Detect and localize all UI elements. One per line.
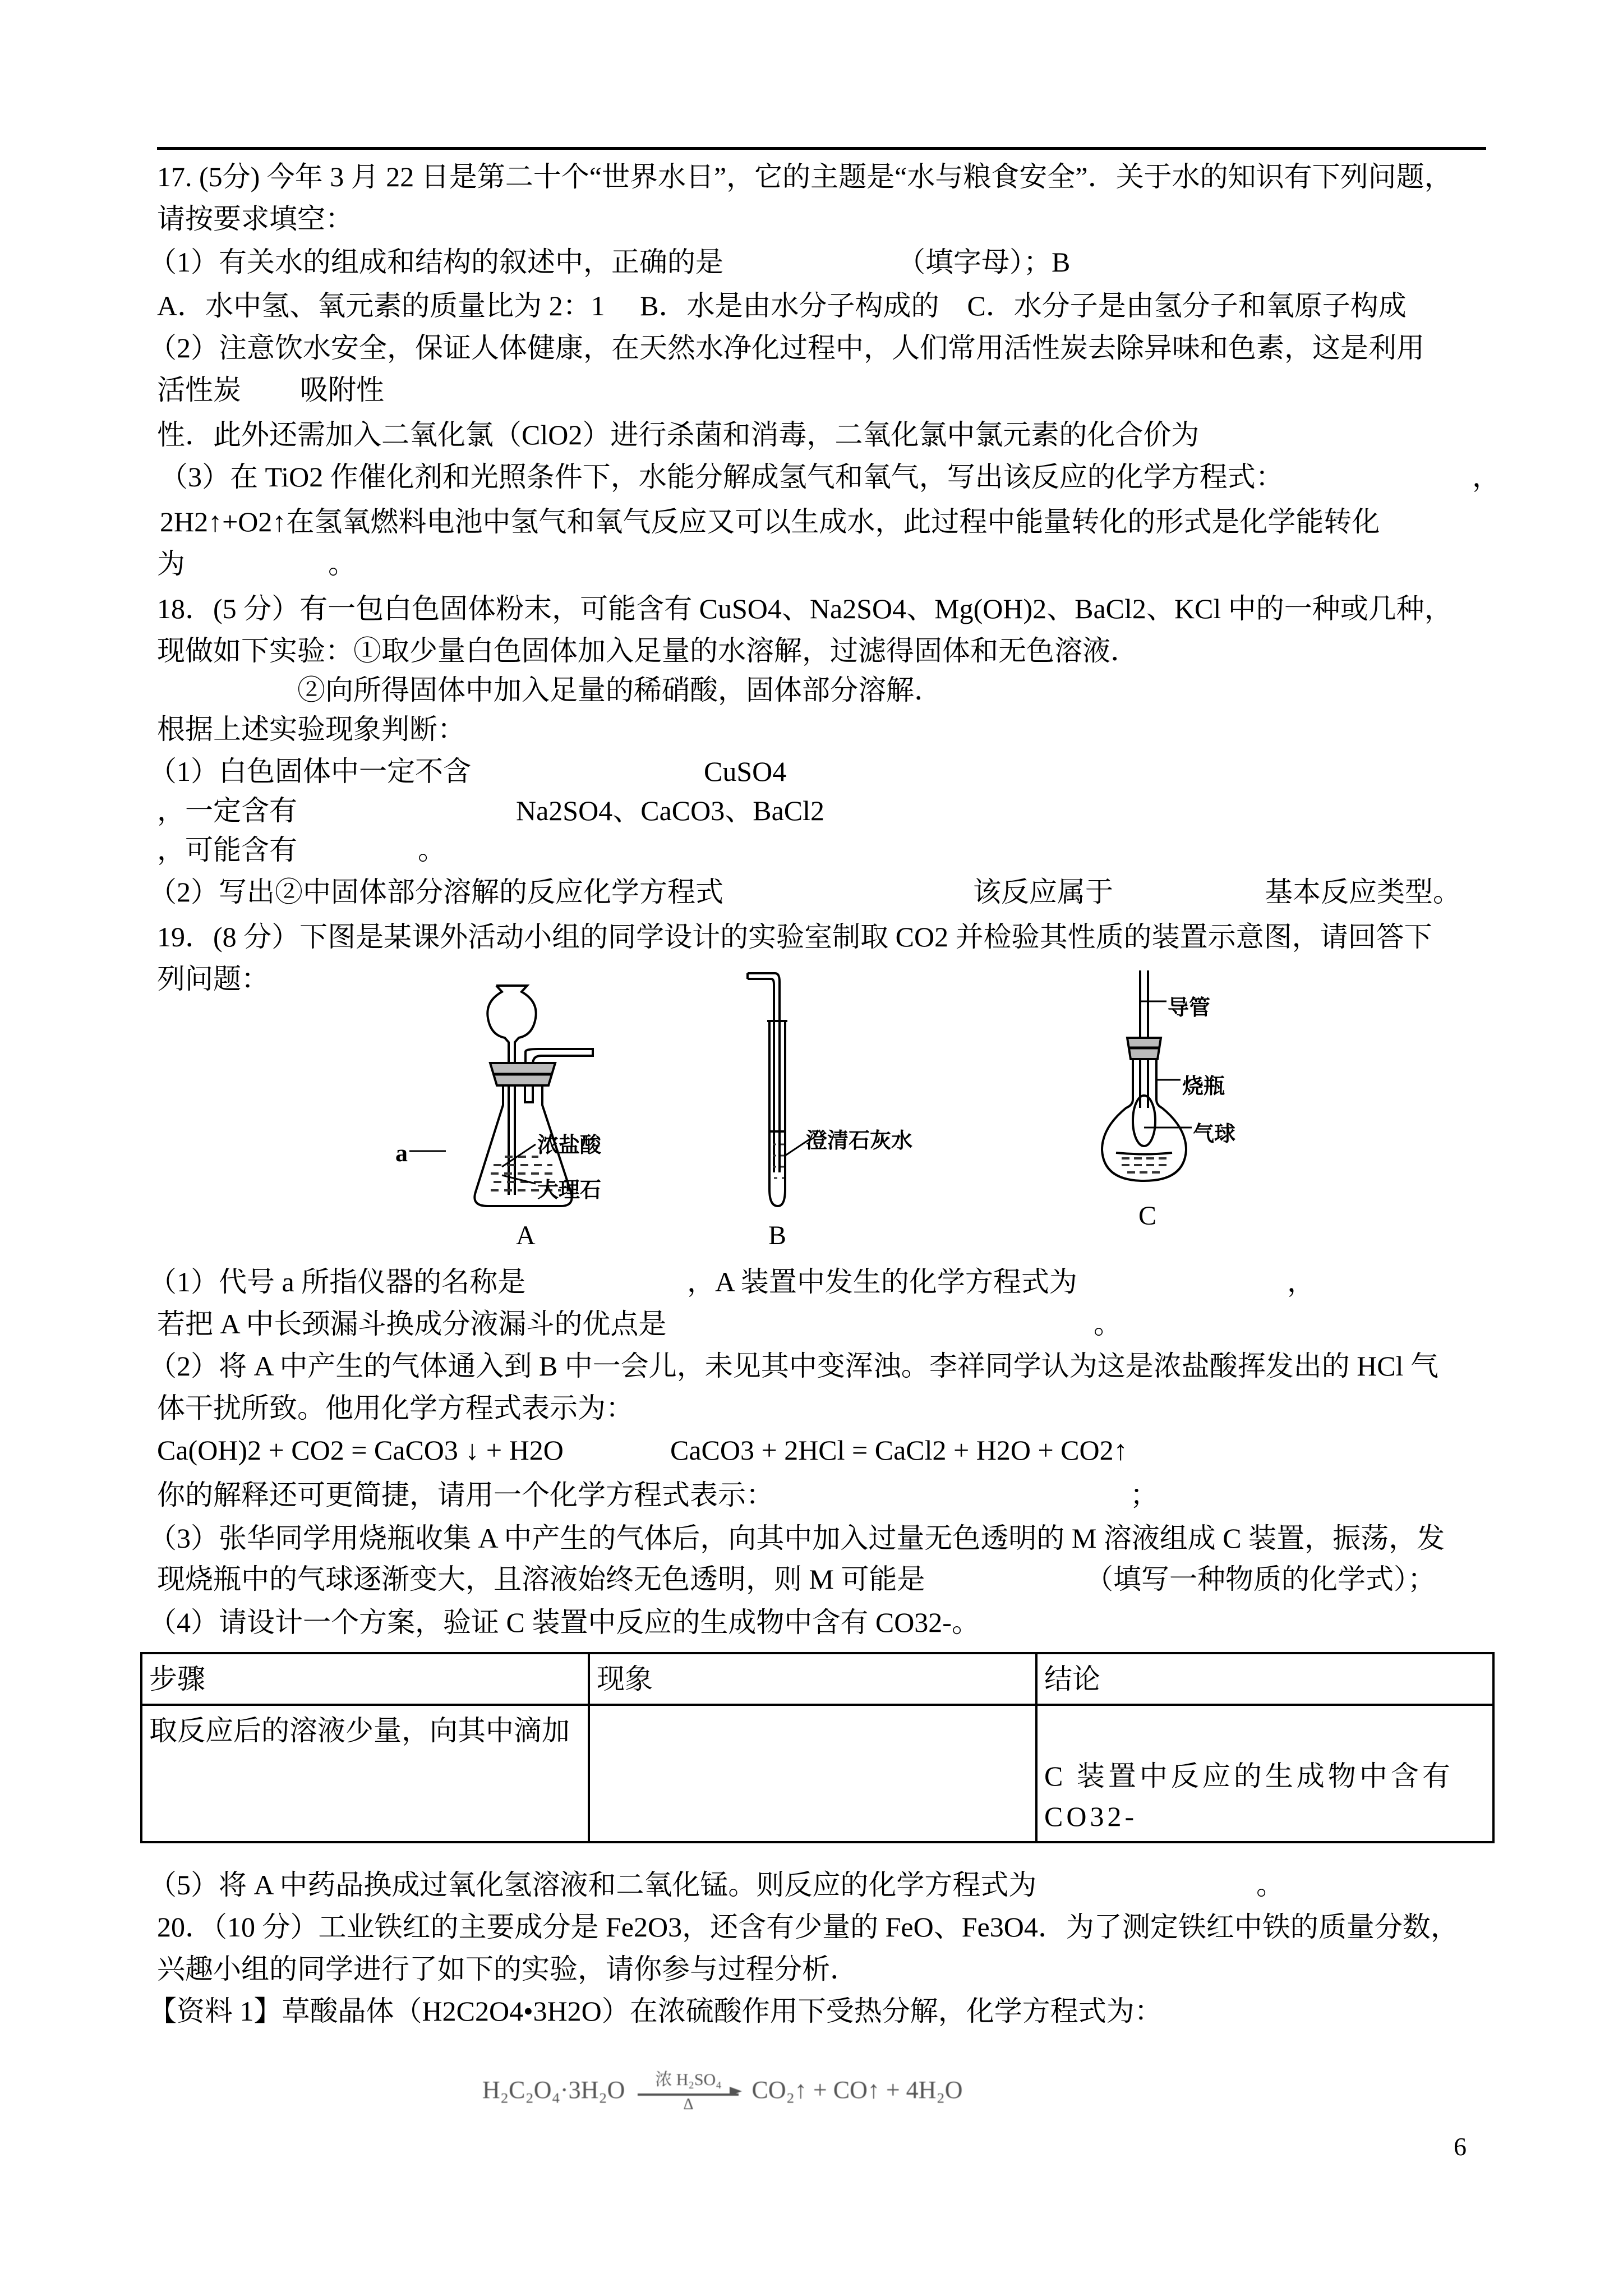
q20-line1: 20．（10 分）工业铁红的主要成分是 Fe2O3，还含有少量的 FeO、Fe3O4．为了测定铁红中铁的质量分数， xyxy=(157,1911,1459,1943)
q19-p3-line2a: 现烧瓶中的气球逐渐变大，且溶液始终无色透明，则 M 可能是 xyxy=(157,1563,925,1595)
q17-p3-line3a: 为 xyxy=(157,548,185,579)
caption-a: A xyxy=(516,1221,536,1250)
q19-p5-a: （5）将 A 中药品换成过氧化氢溶液和二氧化锰。则反应的化学方程式为 xyxy=(149,1869,1037,1901)
cell-steps: 取反应后的溶液少量，向其中滴加 xyxy=(141,1705,589,1842)
eq-condition-top: 浓 H₂SO₄ xyxy=(655,2070,722,2089)
q17-p3-line3b: 。 xyxy=(328,548,356,579)
label-marble: 大理石 xyxy=(537,1177,602,1202)
q17-line2: 请按要求填空： xyxy=(157,203,353,234)
q18-p1-c: ，可能含有 xyxy=(157,834,297,866)
q19-eq1: Ca(OH)2 + CO2 = CaCO3 ↓ + H2O xyxy=(157,1434,564,1466)
label-balloon: 气球 xyxy=(1193,1121,1236,1146)
header-conclusion: 结论 xyxy=(1036,1653,1493,1705)
caption-b: B xyxy=(768,1221,787,1250)
header-steps: 步骤 xyxy=(141,1653,589,1705)
q19-line2: 列问题： xyxy=(157,963,269,995)
label-limewater: 澄清石灰水 xyxy=(806,1128,913,1153)
q17-p2-answer-b: 吸附性 xyxy=(300,374,384,406)
q19-p5-end: 。 xyxy=(1256,1869,1284,1901)
eq-reactant: H₂C₂O₄·3H₂O xyxy=(482,2076,625,2104)
q19-p1-c: 若把 A 中长颈漏斗换成分液漏斗的优点是 xyxy=(157,1308,667,1340)
label-acid: 浓盐酸 xyxy=(537,1133,602,1157)
q19-p1-end: 。 xyxy=(1094,1308,1122,1340)
q17-p3-comma: ， xyxy=(1472,461,1500,493)
q19-p2-line1: （2）将 A 中产生的气体通入到 B 中一会儿，未见其中变浑浊。李祥同学认为这是浓盐酸挥发出的 HCl 气 xyxy=(149,1350,1439,1382)
q18-line2: 现做如下实验：①取少量白色固体加入足量的水溶解，过滤得固体和无色溶液． xyxy=(157,635,1138,666)
eq-products: CO₂↑ + CO↑ + 4H₂O xyxy=(751,2076,963,2104)
q20-line2: 兴趣小组的同学进行了如下的实验，请你参与过程分析． xyxy=(157,1953,858,1985)
eq-condition-bottom: Δ xyxy=(683,2095,694,2113)
q17-p3-line2: 2H2↑+O2↑在氢氧燃料电池中氢气和氧气反应又可以生成水，此过程中能量转化的形式是化学能转化 xyxy=(160,506,1380,537)
q19-line1: 19．(8 分）下图是某课外活动小组的同学设计的实验室制取 CO2 并检验其性质的装置示意图，请回答下 xyxy=(157,921,1432,953)
header-phenomenon: 现象 xyxy=(589,1653,1036,1705)
q18-p1-a: （1）白色固体中一定不含 xyxy=(149,756,471,787)
table-row xyxy=(141,1705,1493,1842)
q18-p1-c-end: 。 xyxy=(418,834,446,866)
cell-phenomenon[interactable] xyxy=(589,1705,1036,1842)
q17-p2-line3: 性．此外还需加入二氧化氯（ClO2）进行杀菌和消毒，二氧化氯中氯元素的化合价为 xyxy=(157,419,1200,450)
q17-line1: 17. (5分) 今年 3 月 22 日是第二十个“世界水日”，它的主题是“水与粮食安全”．关于水的知识有下列问题， xyxy=(157,161,1453,192)
label-tube: 导管 xyxy=(1168,995,1211,1020)
q18-p1-a-answer: CuSO4 xyxy=(704,756,787,787)
q19-p1-comma: ， xyxy=(1287,1266,1315,1297)
delivery-tube xyxy=(525,1049,593,1064)
q20-line3: 【资料 1】草酸晶体（H2C2O4•3H2O）在浓硫酸作用下受热分解，化学方程式为： xyxy=(149,1995,1163,2027)
q19-p2-line2: 体干扰所致。他用化学方程式表示为： xyxy=(157,1392,634,1424)
q18-line3: ②向所得固体中加入足量的稀硝酸，固体部分溶解． xyxy=(297,674,942,706)
q17-p2-line1: （2）注意饮水安全，保证人体健康，在天然水净化过程中，人们常用活性炭去除异味和色素，这是利用 xyxy=(149,332,1424,364)
q19-p2-semicolon: ； xyxy=(1130,1479,1158,1511)
caption-c: C xyxy=(1138,1201,1157,1231)
apparatus-b-diagram xyxy=(748,973,787,1206)
arrowhead-icon xyxy=(730,2087,742,2096)
table-header-row xyxy=(141,1653,1493,1705)
q19-p1-b: ，A 装置中发生的化学方程式为 xyxy=(687,1266,1077,1297)
q17-options: A．水中氢、氧元素的质量比为 2：1 B．水是由水分子构成的 C．水分子是由氢分子和氧原子构成 xyxy=(157,290,1407,321)
q19-p3-line1: （3）张华同学用烧瓶收集 A 中产生的气体后，向其中加入过量无色透明的 M 溶液组成 C 装置，振荡，发 xyxy=(149,1522,1445,1554)
q18-line1: 18．(5 分）有一包白色固体粉末，可能含有 CuSO4、Na2SO4、Mg(OH)2、BaCl2、KCl 中的一种或几种， xyxy=(157,593,1453,624)
q19-p4-line: （4）请设计一个方案，验证 C 装置中反应的生成物中含有 CO32-。 xyxy=(149,1607,980,1638)
label-a: a xyxy=(395,1139,408,1167)
q17-p1-prompt: （1）有关水的组成和结构的叙述中，正确的是 xyxy=(149,246,723,278)
q19-eq2: CaCO3 + 2HCl = CaCl2 + H2O + CO2↑ xyxy=(670,1434,1128,1466)
q17-p2-answer-a: 活性炭 xyxy=(157,374,241,406)
q17-p1-hint: （填字母）；B xyxy=(897,246,1071,278)
q18-p2-c: 基本反应类型。 xyxy=(1265,876,1461,908)
q18-line4: 根据上述实验现象判断： xyxy=(157,714,465,745)
q19-p1-a: （1）代号 a 所指仪器的名称是 xyxy=(149,1266,526,1297)
q19-p3-line2b: （填写一种物质的化学式）； xyxy=(1085,1563,1436,1595)
q18-p2-b: 该反应属于 xyxy=(973,876,1113,908)
page-number: 6 xyxy=(1454,2132,1467,2161)
oxalic-acid-equation xyxy=(482,2070,963,2113)
q18-p2-a: （2）写出②中固体部分溶解的反应化学方程式 xyxy=(149,876,723,908)
q18-p1-b-answer: Na2SO4、CaCO3、BaCl2 xyxy=(516,795,824,826)
funnel-bulb xyxy=(487,986,536,1195)
q19-p2-line4: 你的解释还可更简捷，请用一个化学方程式表示： xyxy=(157,1479,774,1511)
label-flask: 烧瓶 xyxy=(1182,1074,1225,1098)
cell-conclusion: C 装置中反应的生成物中含有 CO32- xyxy=(1036,1705,1493,1842)
q18-p1-b: ，一定含有 xyxy=(157,795,297,826)
verification-table xyxy=(140,1652,1495,1843)
q17-p3-line1: （3）在 TiO2 作催化剂和光照条件下，水能分解成氢气和氧气，写出该反应的化学方程式： xyxy=(160,461,1284,493)
